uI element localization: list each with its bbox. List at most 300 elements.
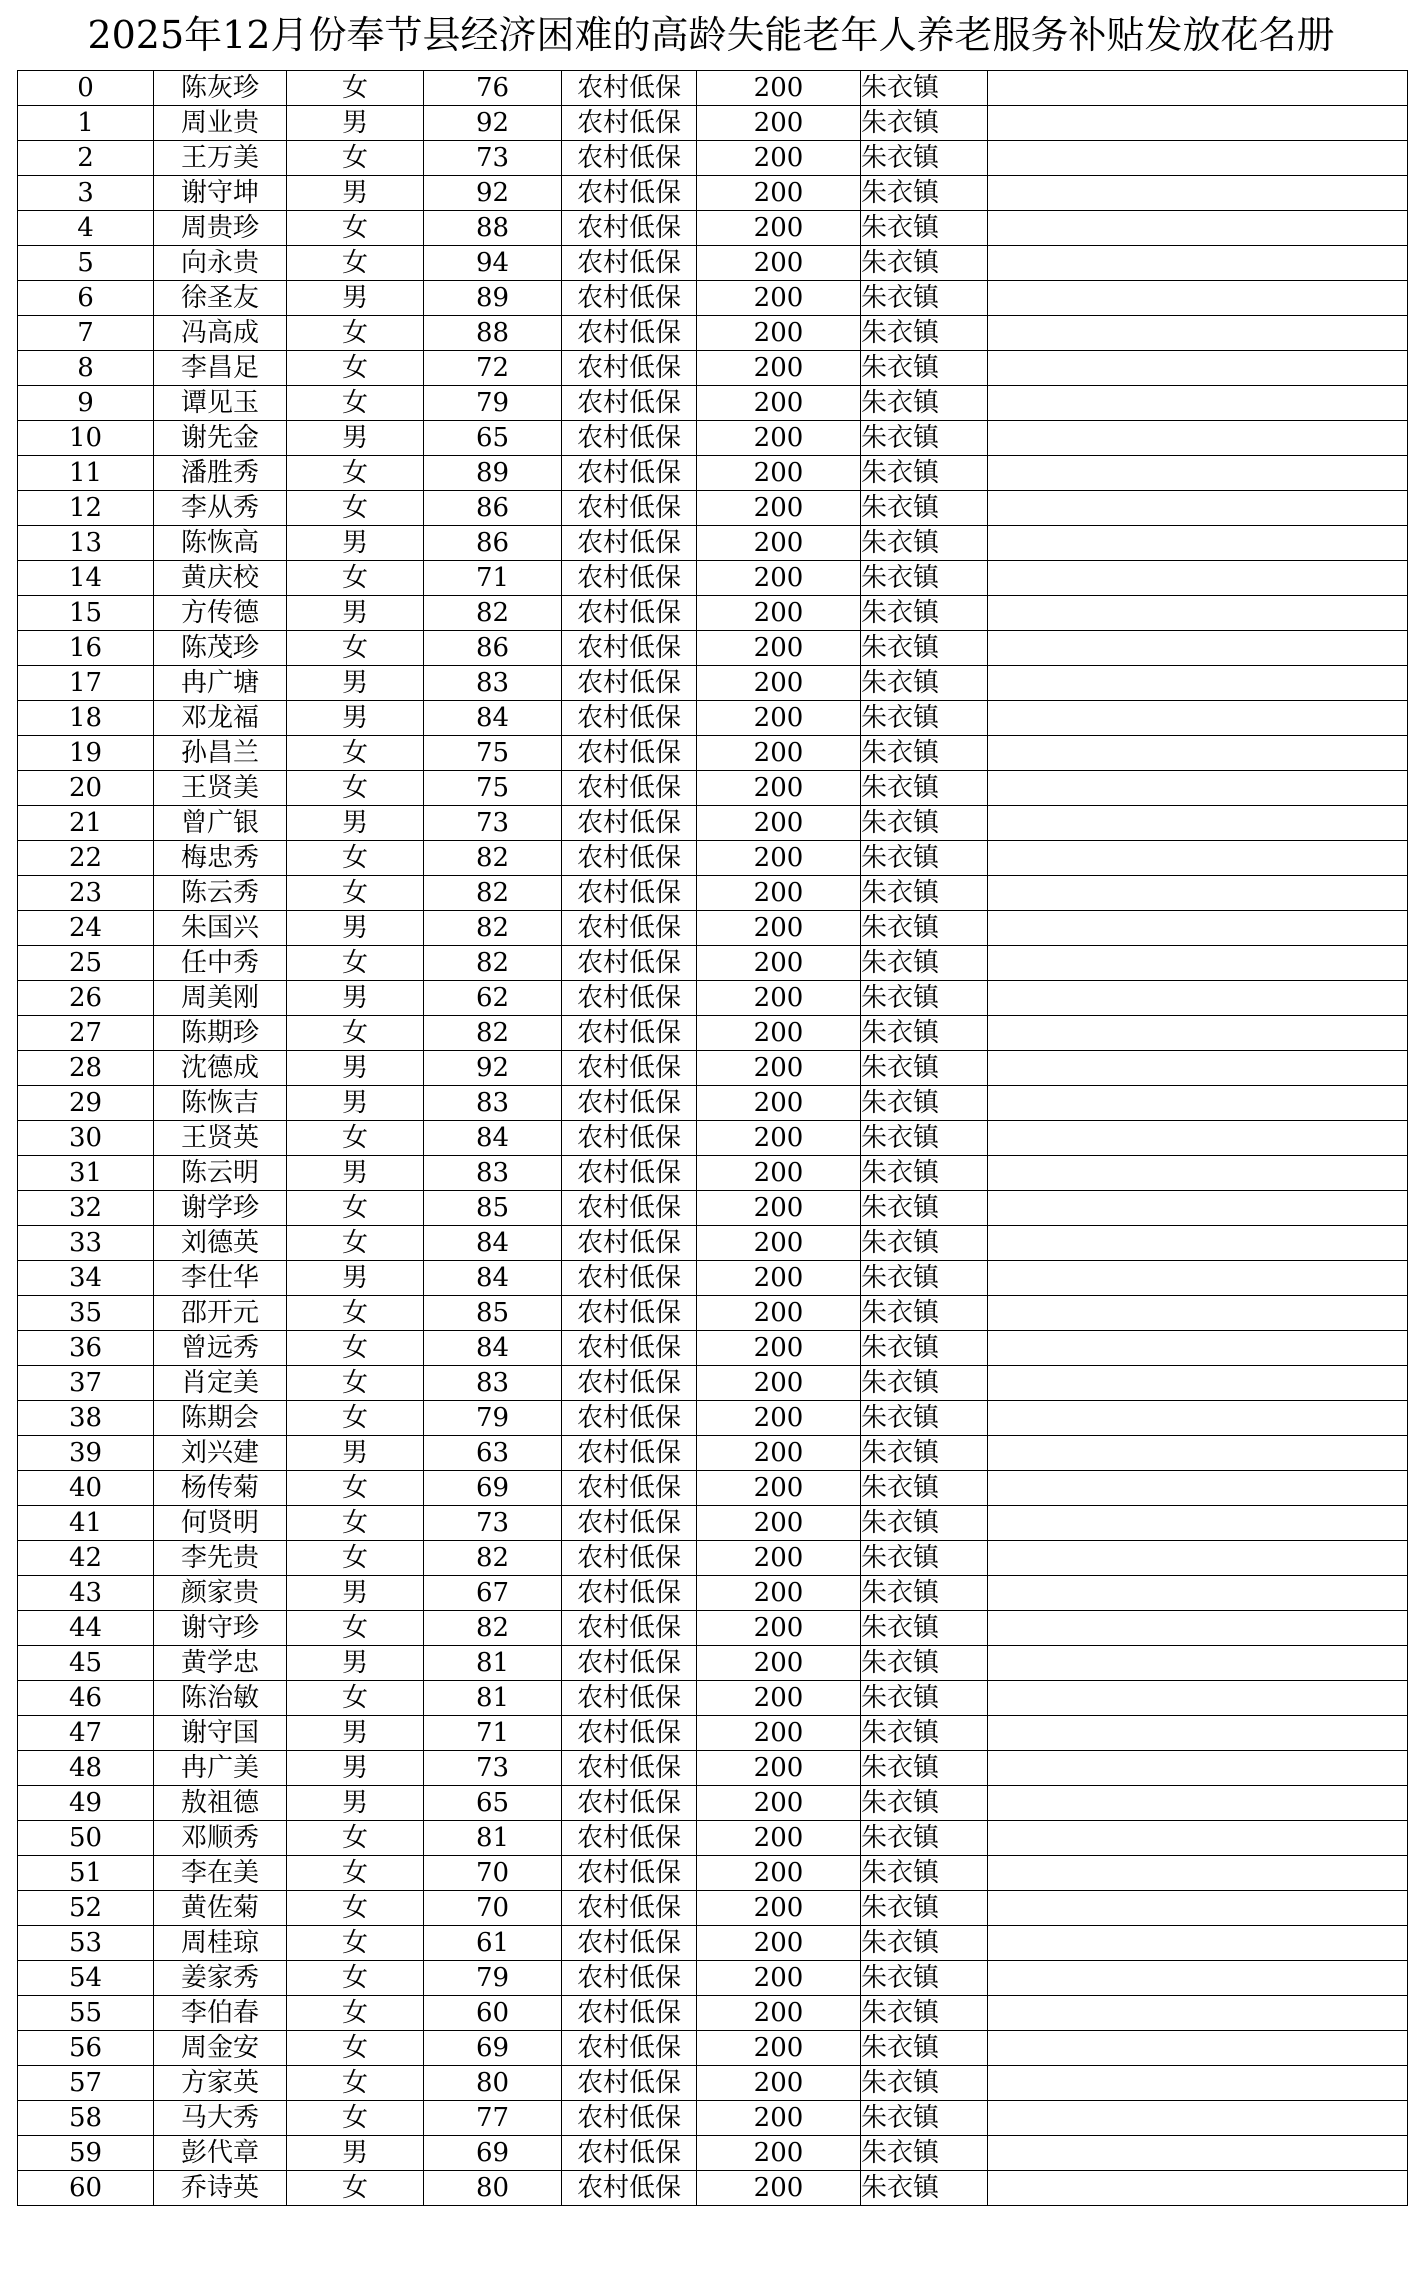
- township: 朱衣镇: [861, 2031, 988, 2066]
- row-index: 39: [18, 1436, 154, 1471]
- gender: 女: [287, 2031, 424, 2066]
- person-name: 周金安: [154, 2031, 287, 2066]
- township: 朱衣镇: [861, 771, 988, 806]
- subsidy-amount: 200: [697, 2136, 861, 2171]
- gender: 女: [287, 246, 424, 281]
- table-row: [18, 1051, 1408, 1086]
- row-index: 36: [18, 1331, 154, 1366]
- subsidy-amount: 200: [697, 1296, 861, 1331]
- person-name: 周业贵: [154, 106, 287, 141]
- table-row: [18, 1156, 1408, 1191]
- blank-cell: [988, 1891, 1408, 1926]
- table-row: [18, 561, 1408, 596]
- person-name: 冯高成: [154, 316, 287, 351]
- gender: 男: [287, 1786, 424, 1821]
- age: 84: [424, 701, 562, 736]
- blank-cell: [988, 1961, 1408, 1996]
- row-index: 60: [18, 2171, 154, 2206]
- age: 70: [424, 1856, 562, 1891]
- table-row: [18, 1856, 1408, 1891]
- table-row: [18, 2136, 1408, 2171]
- person-name: 王贤英: [154, 1121, 287, 1156]
- row-index: 23: [18, 876, 154, 911]
- age: 82: [424, 876, 562, 911]
- subsidy-category: 农村低保: [562, 1576, 697, 1611]
- blank-cell: [988, 1296, 1408, 1331]
- person-name: 陈灰珍: [154, 71, 287, 106]
- age: 82: [424, 911, 562, 946]
- row-index: 20: [18, 771, 154, 806]
- blank-cell: [988, 1996, 1408, 2031]
- gender: 女: [287, 491, 424, 526]
- table-row: [18, 1646, 1408, 1681]
- subsidy-category: 农村低保: [562, 736, 697, 771]
- age: 82: [424, 946, 562, 981]
- township: 朱衣镇: [861, 1786, 988, 1821]
- person-name: 谭见玉: [154, 386, 287, 421]
- age: 80: [424, 2171, 562, 2206]
- blank-cell: [988, 491, 1408, 526]
- subsidy-category: 农村低保: [562, 1961, 697, 1996]
- subsidy-amount: 200: [697, 2031, 861, 2066]
- gender: 女: [287, 631, 424, 666]
- subsidy-category: 农村低保: [562, 1016, 697, 1051]
- subsidy-category: 农村低保: [562, 911, 697, 946]
- row-index: 9: [18, 386, 154, 421]
- subsidy-amount: 200: [697, 176, 861, 211]
- blank-cell: [988, 1786, 1408, 1821]
- gender: 女: [287, 1471, 424, 1506]
- gender: 男: [287, 806, 424, 841]
- township: 朱衣镇: [861, 1121, 988, 1156]
- subsidy-category: 农村低保: [562, 421, 697, 456]
- age: 88: [424, 211, 562, 246]
- subsidy-amount: 200: [697, 631, 861, 666]
- gender: 男: [287, 596, 424, 631]
- blank-cell: [988, 561, 1408, 596]
- age: 82: [424, 1541, 562, 1576]
- age: 81: [424, 1646, 562, 1681]
- person-name: 任中秀: [154, 946, 287, 981]
- township: 朱衣镇: [861, 246, 988, 281]
- table-row: [18, 386, 1408, 421]
- table-row: [18, 1751, 1408, 1786]
- gender: 女: [287, 1506, 424, 1541]
- subsidy-category: 农村低保: [562, 176, 697, 211]
- subsidy-amount: 200: [697, 211, 861, 246]
- township: 朱衣镇: [861, 806, 988, 841]
- subsidy-category: 农村低保: [562, 841, 697, 876]
- person-name: 邓龙福: [154, 701, 287, 736]
- row-index: 25: [18, 946, 154, 981]
- subsidy-amount: 200: [697, 1996, 861, 2031]
- row-index: 14: [18, 561, 154, 596]
- age: 84: [424, 1331, 562, 1366]
- table-row: [18, 2031, 1408, 2066]
- table-row: [18, 911, 1408, 946]
- table-row: [18, 771, 1408, 806]
- row-index: 32: [18, 1191, 154, 1226]
- blank-cell: [988, 1646, 1408, 1681]
- gender: 女: [287, 1961, 424, 1996]
- table-row: [18, 1296, 1408, 1331]
- subsidy-amount: 200: [697, 701, 861, 736]
- subsidy-category: 农村低保: [562, 1086, 697, 1121]
- roster-table: [17, 70, 1408, 2206]
- township: 朱衣镇: [861, 176, 988, 211]
- subsidy-category: 农村低保: [562, 491, 697, 526]
- township: 朱衣镇: [861, 1891, 988, 1926]
- row-index: 17: [18, 666, 154, 701]
- subsidy-category: 农村低保: [562, 456, 697, 491]
- subsidy-amount: 200: [697, 1961, 861, 1996]
- table-row: [18, 876, 1408, 911]
- gender: 女: [287, 1401, 424, 1436]
- age: 82: [424, 1611, 562, 1646]
- subsidy-category: 农村低保: [562, 1296, 697, 1331]
- blank-cell: [988, 351, 1408, 386]
- table-row: [18, 1331, 1408, 1366]
- gender: 女: [287, 876, 424, 911]
- table-row: [18, 176, 1408, 211]
- person-name: 沈德成: [154, 1051, 287, 1086]
- row-index: 52: [18, 1891, 154, 1926]
- table-row: [18, 351, 1408, 386]
- blank-cell: [988, 1086, 1408, 1121]
- subsidy-amount: 200: [697, 281, 861, 316]
- age: 69: [424, 2136, 562, 2171]
- table-row: [18, 1086, 1408, 1121]
- age: 65: [424, 1786, 562, 1821]
- subsidy-amount: 200: [697, 561, 861, 596]
- person-name: 潘胜秀: [154, 456, 287, 491]
- blank-cell: [988, 1436, 1408, 1471]
- subsidy-amount: 200: [697, 1926, 861, 1961]
- person-name: 马大秀: [154, 2101, 287, 2136]
- township: 朱衣镇: [861, 1646, 988, 1681]
- blank-cell: [988, 1751, 1408, 1786]
- person-name: 李仕华: [154, 1261, 287, 1296]
- subsidy-amount: 200: [697, 876, 861, 911]
- person-name: 冉广塘: [154, 666, 287, 701]
- row-index: 33: [18, 1226, 154, 1261]
- blank-cell: [988, 1401, 1408, 1436]
- gender: 女: [287, 211, 424, 246]
- age: 73: [424, 1751, 562, 1786]
- subsidy-amount: 200: [697, 456, 861, 491]
- table-row: [18, 246, 1408, 281]
- township: 朱衣镇: [861, 1401, 988, 1436]
- township: 朱衣镇: [861, 981, 988, 1016]
- subsidy-amount: 200: [697, 491, 861, 526]
- blank-cell: [988, 806, 1408, 841]
- person-name: 颜家贵: [154, 1576, 287, 1611]
- township: 朱衣镇: [861, 596, 988, 631]
- gender: 女: [287, 2171, 424, 2206]
- age: 73: [424, 806, 562, 841]
- person-name: 谢学珍: [154, 1191, 287, 1226]
- table-row: [18, 946, 1408, 981]
- gender: 女: [287, 316, 424, 351]
- gender: 女: [287, 1891, 424, 1926]
- row-index: 31: [18, 1156, 154, 1191]
- table-row: [18, 491, 1408, 526]
- table-row: [18, 1786, 1408, 1821]
- person-name: 黄佐菊: [154, 1891, 287, 1926]
- person-name: 邓顺秀: [154, 1821, 287, 1856]
- age: 72: [424, 351, 562, 386]
- gender: 女: [287, 561, 424, 596]
- subsidy-category: 农村低保: [562, 1191, 697, 1226]
- township: 朱衣镇: [861, 1751, 988, 1786]
- township: 朱衣镇: [861, 1926, 988, 1961]
- blank-cell: [988, 2171, 1408, 2206]
- table-row: [18, 456, 1408, 491]
- row-index: 46: [18, 1681, 154, 1716]
- table-row: [18, 2066, 1408, 2101]
- table-row: [18, 141, 1408, 176]
- blank-cell: [988, 1156, 1408, 1191]
- subsidy-amount: 200: [697, 386, 861, 421]
- subsidy-category: 农村低保: [562, 106, 697, 141]
- age: 86: [424, 491, 562, 526]
- row-index: 44: [18, 1611, 154, 1646]
- township: 朱衣镇: [861, 1541, 988, 1576]
- blank-cell: [988, 2066, 1408, 2101]
- blank-cell: [988, 1576, 1408, 1611]
- row-index: 48: [18, 1751, 154, 1786]
- subsidy-amount: 200: [697, 1856, 861, 1891]
- age: 61: [424, 1926, 562, 1961]
- subsidy-amount: 200: [697, 736, 861, 771]
- row-index: 50: [18, 1821, 154, 1856]
- row-index: 15: [18, 596, 154, 631]
- subsidy-category: 农村低保: [562, 701, 697, 736]
- blank-cell: [988, 911, 1408, 946]
- township: 朱衣镇: [861, 1996, 988, 2031]
- person-name: 徐圣友: [154, 281, 287, 316]
- row-index: 45: [18, 1646, 154, 1681]
- township: 朱衣镇: [861, 1716, 988, 1751]
- township: 朱衣镇: [861, 1366, 988, 1401]
- blank-cell: [988, 386, 1408, 421]
- blank-cell: [988, 666, 1408, 701]
- age: 80: [424, 2066, 562, 2101]
- age: 89: [424, 456, 562, 491]
- gender: 男: [287, 666, 424, 701]
- subsidy-category: 农村低保: [562, 631, 697, 666]
- township: 朱衣镇: [861, 1436, 988, 1471]
- blank-cell: [988, 876, 1408, 911]
- person-name: 谢先金: [154, 421, 287, 456]
- subsidy-amount: 200: [697, 1401, 861, 1436]
- blank-cell: [988, 2031, 1408, 2066]
- gender: 男: [287, 176, 424, 211]
- gender: 女: [287, 456, 424, 491]
- table-row: [18, 1226, 1408, 1261]
- table-row: [18, 421, 1408, 456]
- township: 朱衣镇: [861, 456, 988, 491]
- gender: 男: [287, 1261, 424, 1296]
- township: 朱衣镇: [861, 876, 988, 911]
- subsidy-amount: 200: [697, 1191, 861, 1226]
- subsidy-amount: 200: [697, 1226, 861, 1261]
- township: 朱衣镇: [861, 841, 988, 876]
- row-index: 10: [18, 421, 154, 456]
- subsidy-amount: 200: [697, 1716, 861, 1751]
- person-name: 周桂琼: [154, 1926, 287, 1961]
- gender: 男: [287, 1156, 424, 1191]
- subsidy-amount: 200: [697, 1821, 861, 1856]
- subsidy-amount: 200: [697, 71, 861, 106]
- blank-cell: [988, 1541, 1408, 1576]
- township: 朱衣镇: [861, 701, 988, 736]
- person-name: 陈治敏: [154, 1681, 287, 1716]
- subsidy-amount: 200: [697, 981, 861, 1016]
- age: 85: [424, 1191, 562, 1226]
- gender: 女: [287, 2066, 424, 2101]
- township: 朱衣镇: [861, 421, 988, 456]
- table-row: [18, 1506, 1408, 1541]
- age: 79: [424, 386, 562, 421]
- township: 朱衣镇: [861, 2066, 988, 2101]
- township: 朱衣镇: [861, 1506, 988, 1541]
- person-name: 王贤美: [154, 771, 287, 806]
- row-index: 4: [18, 211, 154, 246]
- gender: 女: [287, 1191, 424, 1226]
- person-name: 陈云明: [154, 1156, 287, 1191]
- subsidy-category: 农村低保: [562, 386, 697, 421]
- subsidy-amount: 200: [697, 1751, 861, 1786]
- table-row: [18, 1716, 1408, 1751]
- table-row: [18, 596, 1408, 631]
- subsidy-amount: 200: [697, 771, 861, 806]
- row-index: 51: [18, 1856, 154, 1891]
- age: 86: [424, 526, 562, 561]
- row-index: 54: [18, 1961, 154, 1996]
- subsidy-category: 农村低保: [562, 351, 697, 386]
- gender: 女: [287, 1541, 424, 1576]
- person-name: 李先贵: [154, 1541, 287, 1576]
- table-row: [18, 1996, 1408, 2031]
- blank-cell: [988, 456, 1408, 491]
- subsidy-amount: 200: [697, 1681, 861, 1716]
- blank-cell: [988, 421, 1408, 456]
- gender: 女: [287, 2101, 424, 2136]
- row-index: 56: [18, 2031, 154, 2066]
- township: 朱衣镇: [861, 1156, 988, 1191]
- subsidy-category: 农村低保: [562, 876, 697, 911]
- township: 朱衣镇: [861, 141, 988, 176]
- row-index: 43: [18, 1576, 154, 1611]
- table-row: [18, 841, 1408, 876]
- table-row: [18, 1541, 1408, 1576]
- row-index: 21: [18, 806, 154, 841]
- subsidy-amount: 200: [697, 1541, 861, 1576]
- age: 73: [424, 141, 562, 176]
- age: 69: [424, 2031, 562, 2066]
- blank-cell: [988, 736, 1408, 771]
- person-name: 杨传菊: [154, 1471, 287, 1506]
- subsidy-category: 农村低保: [562, 2066, 697, 2101]
- subsidy-category: 农村低保: [562, 281, 697, 316]
- gender: 男: [287, 421, 424, 456]
- table-row: [18, 1016, 1408, 1051]
- row-index: 29: [18, 1086, 154, 1121]
- table-row: [18, 1681, 1408, 1716]
- township: 朱衣镇: [861, 1471, 988, 1506]
- person-name: 方传德: [154, 596, 287, 631]
- subsidy-amount: 200: [697, 106, 861, 141]
- blank-cell: [988, 1331, 1408, 1366]
- subsidy-amount: 200: [697, 141, 861, 176]
- age: 92: [424, 176, 562, 211]
- subsidy-category: 农村低保: [562, 1856, 697, 1891]
- subsidy-amount: 200: [697, 2171, 861, 2206]
- blank-cell: [988, 316, 1408, 351]
- row-index: 12: [18, 491, 154, 526]
- gender: 女: [287, 386, 424, 421]
- age: 83: [424, 1156, 562, 1191]
- subsidy-category: 农村低保: [562, 561, 697, 596]
- subsidy-amount: 200: [697, 2101, 861, 2136]
- blank-cell: [988, 1681, 1408, 1716]
- blank-cell: [988, 71, 1408, 106]
- person-name: 陈期珍: [154, 1016, 287, 1051]
- row-index: 47: [18, 1716, 154, 1751]
- age: 75: [424, 736, 562, 771]
- subsidy-amount: 200: [697, 1016, 861, 1051]
- age: 94: [424, 246, 562, 281]
- subsidy-category: 农村低保: [562, 806, 697, 841]
- age: 83: [424, 1086, 562, 1121]
- subsidy-category: 农村低保: [562, 1996, 697, 2031]
- gender: 男: [287, 281, 424, 316]
- age: 92: [424, 1051, 562, 1086]
- gender: 女: [287, 351, 424, 386]
- row-index: 16: [18, 631, 154, 666]
- row-index: 42: [18, 1541, 154, 1576]
- person-name: 黄庆校: [154, 561, 287, 596]
- row-index: 37: [18, 1366, 154, 1401]
- blank-cell: [988, 106, 1408, 141]
- table-row: [18, 1611, 1408, 1646]
- subsidy-amount: 200: [697, 1156, 861, 1191]
- subsidy-category: 农村低保: [562, 1716, 697, 1751]
- subsidy-amount: 200: [697, 806, 861, 841]
- page-title: 2025年12月份奉节县经济困难的高龄失能老年人养老服务补贴发放花名册: [87, 13, 1335, 57]
- subsidy-amount: 200: [697, 1471, 861, 1506]
- table-row: [18, 71, 1408, 106]
- person-name: 向永贵: [154, 246, 287, 281]
- row-index: 19: [18, 736, 154, 771]
- township: 朱衣镇: [861, 1576, 988, 1611]
- table-row: [18, 1926, 1408, 1961]
- subsidy-amount: 200: [697, 666, 861, 701]
- blank-cell: [988, 526, 1408, 561]
- gender: 女: [287, 1016, 424, 1051]
- township: 朱衣镇: [861, 1051, 988, 1086]
- blank-cell: [988, 1051, 1408, 1086]
- gender: 女: [287, 1926, 424, 1961]
- township: 朱衣镇: [861, 1016, 988, 1051]
- table-row: [18, 1471, 1408, 1506]
- person-name: 陈茂珍: [154, 631, 287, 666]
- row-index: 49: [18, 1786, 154, 1821]
- subsidy-amount: 200: [697, 1576, 861, 1611]
- blank-cell: [988, 2101, 1408, 2136]
- person-name: 周贵珍: [154, 211, 287, 246]
